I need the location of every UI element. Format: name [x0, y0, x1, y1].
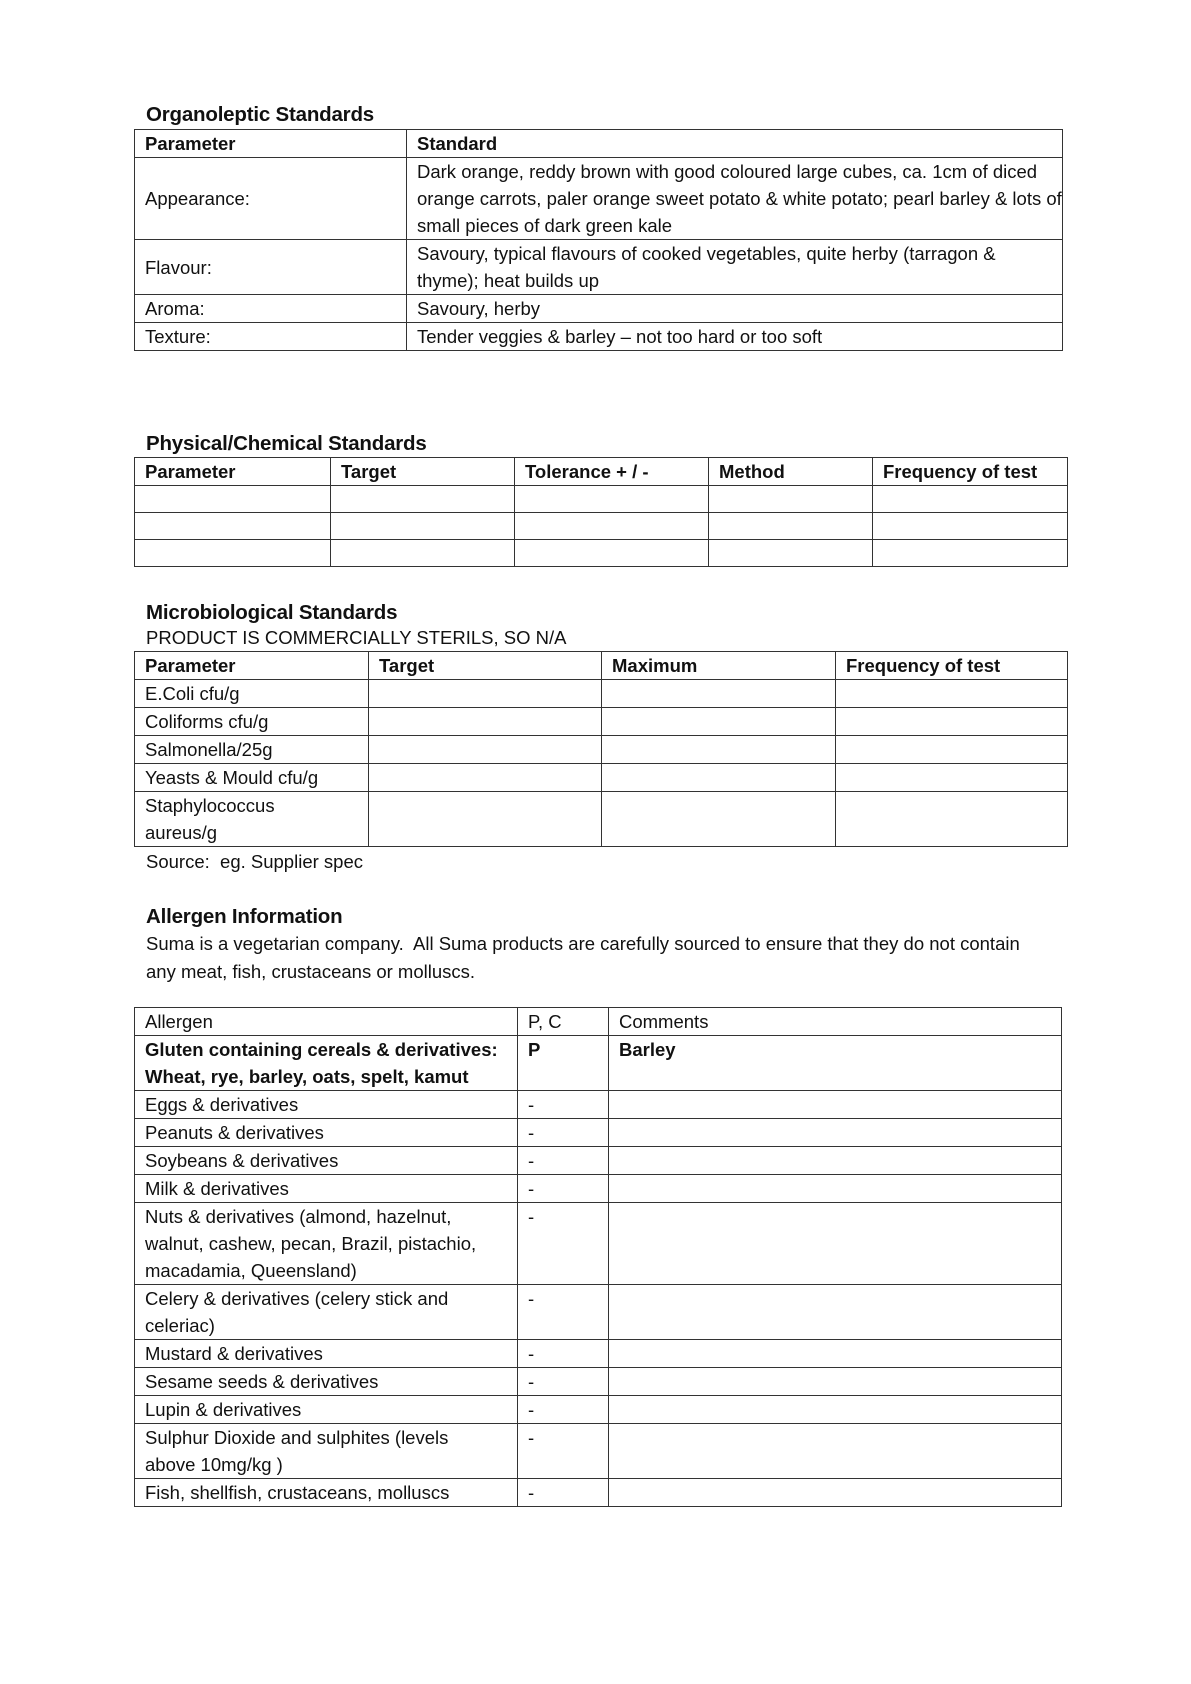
- comments-cell: [609, 1147, 1062, 1175]
- header-pc: P, C: [518, 1008, 609, 1036]
- pc-cell: -: [518, 1203, 609, 1285]
- standard-cell: Savoury, herby: [407, 295, 1063, 323]
- table-row: [135, 1479, 1062, 1507]
- allergen-intro: Suma is a vegetarian company. All Suma products are carefully sourced to ensure that they do not contain any meat, fish, crustaceans or molluscs.: [146, 933, 1025, 982]
- allergen-cell: Celery & derivatives (celery stick and celeriac): [135, 1285, 518, 1340]
- parameter-cell: Yeasts & Mould cfu/g: [135, 764, 369, 792]
- allergen-cell: Sesame seeds & derivatives: [135, 1368, 518, 1396]
- table-cell: [369, 680, 602, 708]
- table-cell: [515, 486, 709, 513]
- allergen-cell: Eggs & derivatives: [135, 1091, 518, 1119]
- comments-cell: [609, 1119, 1062, 1147]
- table-row: [135, 764, 1068, 792]
- table-cell: [369, 792, 602, 847]
- parameter-cell: Coliforms cfu/g: [135, 708, 369, 736]
- table-cell: [135, 540, 331, 567]
- pc-cell: -: [518, 1424, 609, 1479]
- organoleptic-title: Organoleptic Standards: [146, 103, 374, 126]
- table-cell: [709, 540, 873, 567]
- micro-source: Source: eg. Supplier spec: [146, 851, 363, 872]
- parameter-cell: Appearance:: [135, 158, 407, 240]
- table-row: [135, 1147, 1062, 1175]
- table-row: [135, 1119, 1062, 1147]
- table-cell: [873, 486, 1068, 513]
- table-row: [135, 323, 1063, 351]
- table-cell: [836, 708, 1068, 736]
- header-method: Method: [709, 458, 873, 486]
- header-standard: Standard: [407, 130, 1063, 158]
- table-cell: [602, 764, 836, 792]
- standard-cell: Savoury, typical flavours of cooked vegetables, quite herby (tarragon & thyme); heat builds up: [407, 240, 1063, 295]
- header-parameter: Parameter: [135, 652, 369, 680]
- pc-cell: -: [518, 1285, 609, 1340]
- header-allergen: Allergen: [135, 1008, 518, 1036]
- comments-cell: [609, 1340, 1062, 1368]
- allergen-cell: Nuts & derivatives (almond, hazelnut, walnut, cashew, pecan, Brazil, pistachio, macadamia, Queensland): [135, 1203, 518, 1285]
- table-cell: [873, 540, 1068, 567]
- table-cell: [602, 708, 836, 736]
- allergen-title: Allergen Information: [146, 905, 343, 928]
- standard-cell: Tender veggies & barley – not too hard or too soft: [407, 323, 1063, 351]
- header-frequency: Frequency of test: [873, 458, 1068, 486]
- header-target: Target: [331, 458, 515, 486]
- header-target: Target: [369, 652, 602, 680]
- table-cell: [369, 736, 602, 764]
- pc-cell: -: [518, 1091, 609, 1119]
- pc-cell: -: [518, 1368, 609, 1396]
- table-cell: [135, 486, 331, 513]
- allergen-cell: Fish, shellfish, crustaceans, molluscs: [135, 1479, 518, 1507]
- allergen-cell: Gluten containing cereals & derivatives: Wheat, rye, barley, oats, spelt, kamut: [135, 1036, 518, 1091]
- table-row: [135, 1396, 1062, 1424]
- table-row: [135, 708, 1068, 736]
- table-cell: [836, 736, 1068, 764]
- pc-cell: -: [518, 1396, 609, 1424]
- table-cell: [709, 486, 873, 513]
- table-header-row: [135, 130, 1063, 158]
- standard-cell: Dark orange, reddy brown with good coloured large cubes, ca. 1cm of diced orange carrots, paler orange sweet potato & white potato; pearl barley & lots of small pieces of dark green kale: [407, 158, 1063, 240]
- pc-cell: -: [518, 1119, 609, 1147]
- allergen-cell: Milk & derivatives: [135, 1175, 518, 1203]
- header-maximum: Maximum: [602, 652, 836, 680]
- allergen-table: [134, 1007, 1062, 1507]
- header-comments: Comments: [609, 1008, 1062, 1036]
- table-cell: [873, 513, 1068, 540]
- organoleptic-table: [134, 129, 1063, 351]
- pc-cell: P: [518, 1036, 609, 1091]
- comments-cell: [609, 1285, 1062, 1340]
- micro-title: Microbiological Standards: [146, 601, 398, 624]
- table-cell: [515, 540, 709, 567]
- table-cell: [709, 513, 873, 540]
- physical-table: [134, 457, 1068, 567]
- table-row: [135, 540, 1068, 567]
- allergen-cell: Peanuts & derivatives: [135, 1119, 518, 1147]
- table-cell: [369, 764, 602, 792]
- allergen-cell: Soybeans & derivatives: [135, 1147, 518, 1175]
- table-header-row: [135, 458, 1068, 486]
- table-row: [135, 295, 1063, 323]
- parameter-cell: Salmonella/25g: [135, 736, 369, 764]
- table-cell: [836, 764, 1068, 792]
- table-header-row: [135, 652, 1068, 680]
- table-row: [135, 792, 1068, 847]
- parameter-cell: Texture:: [135, 323, 407, 351]
- comments-cell: Barley: [609, 1036, 1062, 1091]
- physical-title: Physical/Chemical Standards: [146, 432, 427, 455]
- allergen-cell: Sulphur Dioxide and sulphites (levels above 10mg/kg ): [135, 1424, 518, 1479]
- allergen-cell: Lupin & derivatives: [135, 1396, 518, 1424]
- parameter-cell: Staphylococcus aureus/g: [135, 792, 369, 847]
- table-row: [135, 1203, 1062, 1285]
- table-row: [135, 680, 1068, 708]
- pc-cell: -: [518, 1175, 609, 1203]
- comments-cell: [609, 1203, 1062, 1285]
- micro-table: [134, 651, 1068, 847]
- table-row: [135, 1285, 1062, 1340]
- table-row: [135, 1424, 1062, 1479]
- table-cell: [836, 792, 1068, 847]
- allergen-cell: Mustard & derivatives: [135, 1340, 518, 1368]
- table-cell: [369, 708, 602, 736]
- table-row: [135, 158, 1063, 240]
- table-cell: [515, 513, 709, 540]
- table-row: [135, 486, 1068, 513]
- table-row: [135, 1036, 1062, 1091]
- table-cell: [602, 736, 836, 764]
- table-row: [135, 1091, 1062, 1119]
- comments-cell: [609, 1479, 1062, 1507]
- table-header-row: [135, 1008, 1062, 1036]
- micro-note: PRODUCT IS COMMERCIALLY STERILS, SO N/A: [146, 627, 567, 648]
- table-cell: [602, 792, 836, 847]
- table-cell: [836, 680, 1068, 708]
- comments-cell: [609, 1091, 1062, 1119]
- table-cell: [602, 680, 836, 708]
- table-row: [135, 1175, 1062, 1203]
- comments-cell: [609, 1396, 1062, 1424]
- table-row: [135, 1368, 1062, 1396]
- header-parameter: Parameter: [135, 458, 331, 486]
- header-frequency: Frequency of test: [836, 652, 1068, 680]
- table-cell: [331, 486, 515, 513]
- table-row: [135, 1340, 1062, 1368]
- table-cell: [135, 513, 331, 540]
- parameter-cell: Flavour:: [135, 240, 407, 295]
- comments-cell: [609, 1424, 1062, 1479]
- parameter-cell: Aroma:: [135, 295, 407, 323]
- table-cell: [331, 513, 515, 540]
- header-tolerance: Tolerance + / -: [515, 458, 709, 486]
- comments-cell: [609, 1175, 1062, 1203]
- pc-cell: -: [518, 1340, 609, 1368]
- table-cell: [331, 540, 515, 567]
- comments-cell: [609, 1368, 1062, 1396]
- parameter-cell: E.Coli cfu/g: [135, 680, 369, 708]
- table-row: [135, 736, 1068, 764]
- header-parameter: Parameter: [135, 130, 407, 158]
- pc-cell: -: [518, 1147, 609, 1175]
- pc-cell: -: [518, 1479, 609, 1507]
- table-row: [135, 513, 1068, 540]
- table-row: [135, 240, 1063, 295]
